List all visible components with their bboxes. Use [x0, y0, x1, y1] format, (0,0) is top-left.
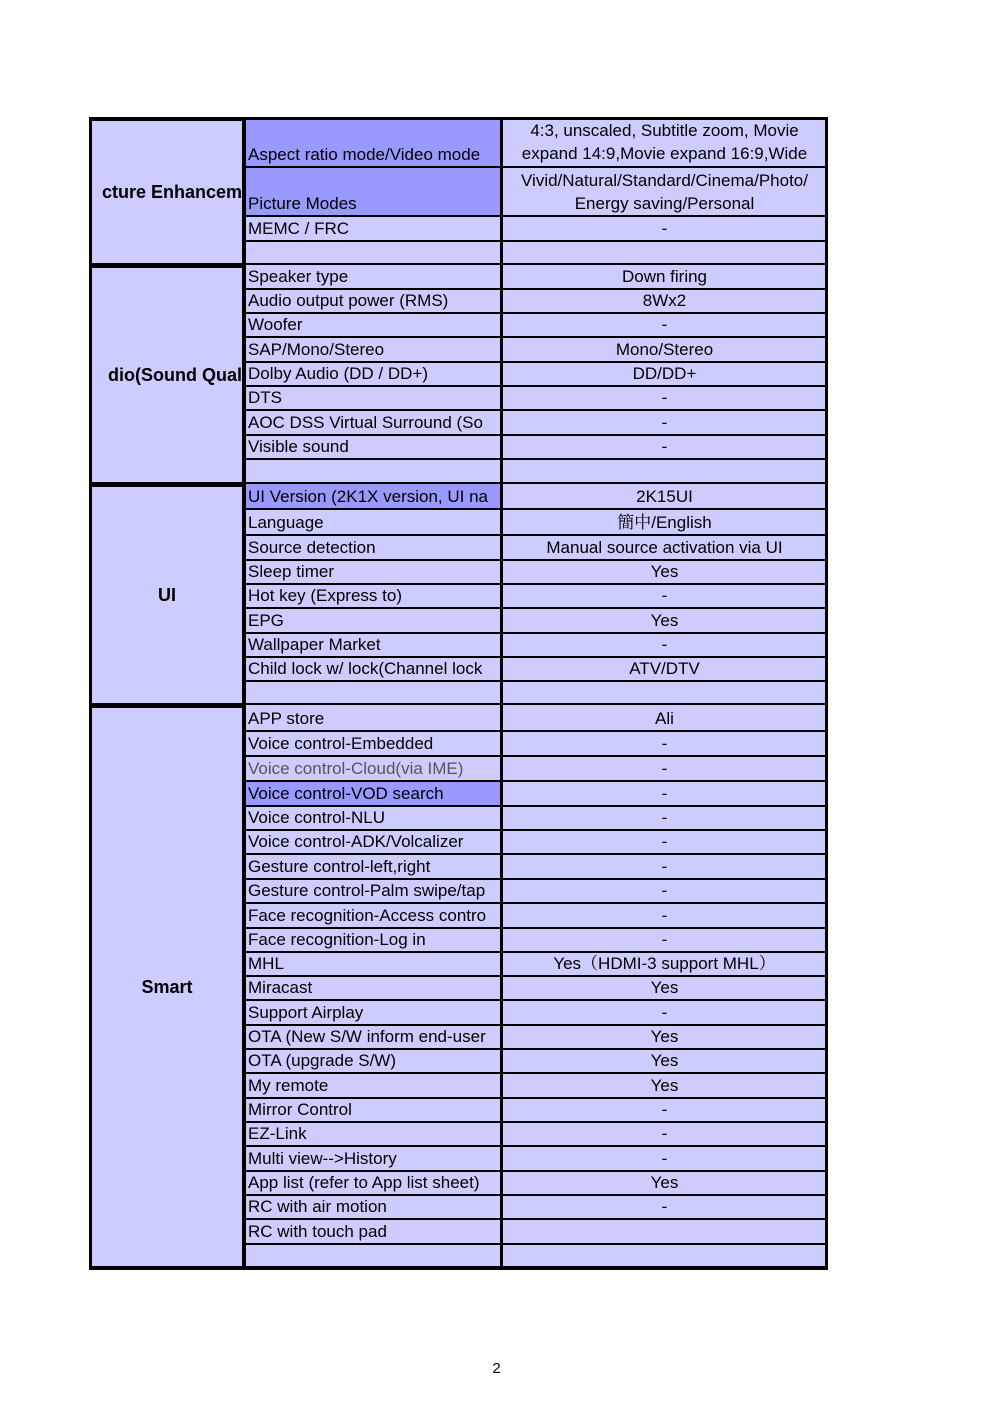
- value-cell: [503, 338, 826, 363]
- value-line: Yes: [650, 978, 679, 997]
- feature-cell: Voice control-VOD search: [245, 782, 501, 807]
- feature-cell: Speaker type: [245, 265, 501, 290]
- value-line: 簡中/English: [617, 513, 712, 532]
- value-line: Ali: [655, 709, 674, 728]
- value-cell: [503, 782, 826, 807]
- feature-cell: AOC DSS Virtual Surround (So: [245, 411, 501, 436]
- value-line: Energy saving/Personal: [574, 193, 755, 213]
- feature-cell: Mirror Control: [245, 1099, 501, 1123]
- value-cell: [503, 682, 826, 705]
- value-cell: [503, 953, 826, 977]
- value-line: Yes: [650, 1076, 679, 1095]
- feature-cell: Hot key (Express to): [245, 585, 501, 609]
- value-cell: [503, 904, 826, 929]
- value-line: -: [661, 881, 668, 900]
- value-cell: [503, 561, 826, 585]
- value-cell: [503, 1123, 826, 1147]
- value-line: expand 14:9,Movie expand 16:9,Wide: [521, 144, 808, 163]
- value-cell: [503, 168, 826, 217]
- feature-cell: [245, 1245, 501, 1268]
- feature-cell: Aspect ratio mode/Video mode: [245, 118, 501, 168]
- value-cell: [503, 855, 826, 880]
- value-cell: [503, 658, 826, 682]
- feature-cell: Visible sound: [245, 436, 501, 460]
- feature-cell: Face recognition-Access contro: [245, 904, 501, 929]
- value-line: DD/DD+: [632, 364, 697, 383]
- value-cell: [503, 1220, 826, 1245]
- feature-cell: Support Airplay: [245, 1001, 501, 1026]
- section-divider: [89, 1267, 828, 1270]
- table-right-border: [825, 118, 828, 1268]
- value-line: -: [661, 586, 668, 605]
- value-line: Manual source activation via UI: [546, 538, 783, 557]
- feature-cell: Audio output power (RMS): [245, 290, 501, 314]
- value-line: -: [661, 219, 668, 238]
- value-line: -: [661, 832, 668, 851]
- feature-cell: MHL: [245, 953, 501, 977]
- value-line: -: [661, 759, 668, 778]
- feature-cell: APP store: [245, 705, 501, 732]
- value-cell: [503, 977, 826, 1001]
- value-cell: [503, 411, 826, 436]
- value-cell: [503, 757, 826, 782]
- section-title: [89, 118, 245, 266]
- feature-cell: My remote: [245, 1074, 501, 1099]
- value-line: -: [661, 1100, 668, 1119]
- value-line: -: [661, 930, 668, 949]
- value-line: -: [661, 1124, 668, 1143]
- value-cell: [503, 217, 826, 242]
- feature-cell: Gesture control-Palm swipe/tap: [245, 880, 501, 904]
- value-cell: [503, 929, 826, 953]
- feature-cell: RC with touch pad: [245, 1220, 501, 1245]
- value-line: -: [661, 315, 668, 334]
- feature-cell: OTA (upgrade S/W): [245, 1050, 501, 1074]
- feature-cell: [245, 242, 501, 265]
- value-line: -: [661, 413, 668, 432]
- section-title-text: cture Enhancem: [101, 182, 242, 202]
- feature-cell: Child lock w/ lock(Channel lock: [245, 658, 501, 682]
- value-line: -: [661, 1197, 668, 1216]
- value-cell: [503, 363, 826, 387]
- value-line: Yes: [650, 1173, 679, 1192]
- feature-cell: Sleep timer: [245, 561, 501, 585]
- value-cell: [503, 118, 826, 168]
- feature-cell: MEMC / FRC: [245, 217, 501, 242]
- feature-cell: DTS: [245, 387, 501, 411]
- value-line: 8Wx2: [642, 291, 687, 310]
- value-line: -: [661, 857, 668, 876]
- value-cell: [503, 1074, 826, 1099]
- value-line: Mono/Stereo: [615, 340, 714, 359]
- value-line: -: [661, 906, 668, 925]
- value-line: Yes: [650, 1051, 679, 1070]
- feature-cell: SAP/Mono/Stereo: [245, 338, 501, 363]
- value-cell: [503, 609, 826, 634]
- section-title: [89, 705, 245, 1269]
- feature-cell: Voice control-Cloud(via IME): [245, 757, 501, 782]
- value-line: Yes: [650, 562, 679, 581]
- value-cell: [503, 1001, 826, 1026]
- table-top-border: [89, 117, 828, 120]
- section-title-text: UI: [158, 585, 176, 605]
- feature-cell: EZ-Link: [245, 1123, 501, 1147]
- value-line: -: [661, 635, 668, 654]
- value-line: 2K15UI: [636, 487, 693, 506]
- value-line: -: [661, 1149, 668, 1168]
- feature-cell: EPG: [245, 609, 501, 634]
- feature-cell: Miracast: [245, 977, 501, 1001]
- feature-cell: [245, 460, 501, 484]
- value-cell: [503, 1245, 826, 1268]
- value-line: -: [661, 808, 668, 827]
- column-divider-value: [500, 118, 503, 1268]
- value-cell: [503, 242, 826, 265]
- value-cell: [503, 460, 826, 484]
- feature-cell: UI Version (2K1X version, UI na: [245, 484, 501, 510]
- section-title: [89, 484, 245, 706]
- value-cell: [503, 314, 826, 338]
- section-title-text: Smart: [141, 977, 193, 997]
- value-cell: [503, 634, 826, 658]
- value-line: Vivid/Natural/Standard/Cinema/Photo/: [521, 170, 808, 190]
- value-cell: [503, 732, 826, 757]
- feature-cell: Gesture control-left,right: [245, 855, 501, 880]
- value-line: -: [661, 784, 668, 803]
- value-cell: [503, 880, 826, 904]
- value-cell: [503, 1147, 826, 1172]
- value-cell: [503, 484, 826, 510]
- value-cell: [503, 807, 826, 831]
- value-line: -: [661, 734, 668, 753]
- value-cell: [503, 1172, 826, 1196]
- section-title: [89, 265, 245, 485]
- value-line: Down firing: [621, 267, 708, 286]
- value-cell: [503, 705, 826, 732]
- feature-cell: OTA (New S/W inform end-user: [245, 1026, 501, 1050]
- value-line: ATV/DTV: [629, 659, 700, 678]
- column-divider-feature: [243, 118, 246, 1268]
- value-cell: [503, 387, 826, 411]
- value-line: -: [661, 388, 668, 407]
- value-line: Yes: [650, 1027, 679, 1046]
- value-cell: [503, 831, 826, 855]
- feature-cell: Language: [245, 510, 501, 536]
- value-cell: [503, 1099, 826, 1123]
- feature-cell: Voice control-Embedded: [245, 732, 501, 757]
- feature-cell: Woofer: [245, 314, 501, 338]
- feature-cell: Face recognition-Log in: [245, 929, 501, 953]
- value-line: Yes: [650, 611, 679, 630]
- feature-cell: App list (refer to App list sheet): [245, 1172, 501, 1196]
- value-cell: [503, 290, 826, 314]
- value-line: 4:3, unscaled, Subtitle zoom, Movie: [530, 121, 799, 140]
- feature-cell: Wallpaper Market: [245, 634, 501, 658]
- value-line: -: [661, 437, 668, 456]
- value-line: -: [661, 1003, 668, 1022]
- value-cell: [503, 536, 826, 561]
- page-number: 2: [492, 1360, 501, 1377]
- feature-cell: Voice control-NLU: [245, 807, 501, 831]
- value-cell: [503, 436, 826, 460]
- feature-cell: Voice control-ADK/Volcalizer: [245, 831, 501, 855]
- feature-cell: Picture Modes: [245, 168, 501, 217]
- value-cell: [503, 1026, 826, 1050]
- value-cell: [503, 510, 826, 536]
- value-cell: [503, 265, 826, 290]
- section-title-text: dio(Sound Qual: [108, 365, 242, 385]
- feature-cell: Multi view-->History: [245, 1147, 501, 1172]
- feature-cell: [245, 682, 501, 705]
- value-cell: [503, 585, 826, 609]
- value-line: Yes（HDMI-3 support MHL）: [553, 954, 776, 973]
- value-cell: [503, 1196, 826, 1220]
- feature-cell: Source detection: [245, 536, 501, 561]
- feature-cell: Dolby Audio (DD / DD+): [245, 363, 501, 387]
- feature-cell: RC with air motion: [245, 1196, 501, 1220]
- value-cell: [503, 1050, 826, 1074]
